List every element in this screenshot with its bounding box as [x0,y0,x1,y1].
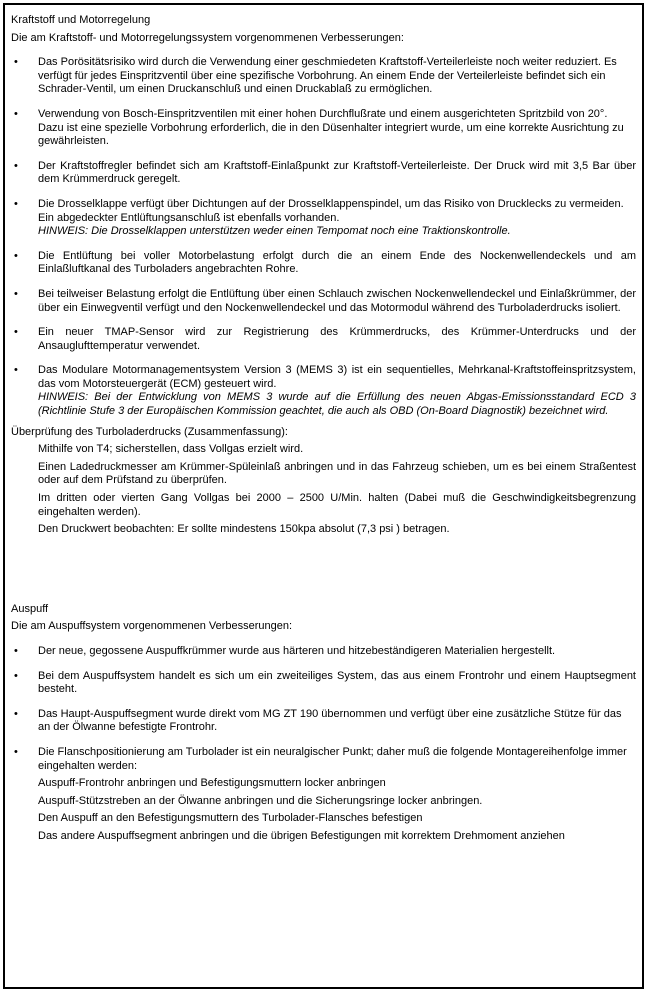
exhaust-section [11,603,636,844]
turbo-check-step: Den Druckwert beobachten: Er sollte mindestens 150kpa absolut (7,3 psi ) betragen. [38,523,450,536]
bullet-icon: • [14,287,18,300]
bullet-text: Ein neuer TMAP-Sensor wird zur Registrierung des Krümmerdrucks, des Krümmer-Unterdrucks und der Ansauglufttemperatur verwendet. [38,326,636,352]
bullet-icon: • [14,745,18,758]
list-item [11,326,636,353]
bullet-icon: • [14,364,18,377]
list-item [11,250,636,277]
bullet-text: Verwendung von Bosch-Einspritzventilen mit einer hohen Durchflußrate und einem ausgerichteten Spritzbild von 20°. Dazu ist eine spezielle Vorbohrung erforderlich, die in den Düsenhalter integriert wurde, um eine korrekte Ausrichtung zu gewährleisten. [38,107,624,148]
bullet-icon: • [14,669,18,682]
bullet-text: Das Haupt-Auspuffsegment wurde direkt vom MG ZT 190 übernommen und verfügt über eine zusätzliche Stütze für das an der Ölwanne befestigte Frontrohr. [38,707,622,734]
bullet-text: Bei dem Auspuffsystem handelt es sich um ein zweiteiliges System, das aus einem Frontrohr und einem Hauptsegment besteht. [38,669,636,696]
list-item [11,198,636,239]
list-item [11,645,636,659]
bullet-icon: • [14,249,18,262]
turbo-check-section [11,426,636,537]
turbo-check-step: Im dritten oder vierten Gang Vollgas bei 2000 – 2500 U/Min. halten (Dabei muß die Geschwindigkeitsbegrenzung eingehalten werden). [38,492,636,518]
fuel-section-title: Kraftstoff und Motorregelung [11,14,151,26]
list-item [11,108,636,149]
list-item [11,708,636,735]
document-page [3,3,644,989]
bullet-icon: • [14,159,18,172]
substep-text: Den Auspuff an den Befestigungsmuttern des Turbolader-Flansches befestigen [38,812,423,825]
bullet-text: Die Entlüftung bei voller Motorbelastung erfolgt durch die an einem Ende des Nockenwellendeckels und am Einlaßluftkanal des Turboladers angebrachten Rohre. [38,249,636,276]
list-item [11,160,636,187]
list-item [11,670,636,697]
bullet-icon: • [14,197,18,210]
list-item [11,288,636,315]
bullet-text: Die Flanschpositionierung am Turbolader ist ein neuralgischer Punkt; daher muß die folgende Montagereihenfolge immer eingehalten werden: [38,745,627,772]
list-item [11,746,636,844]
list-item [11,364,636,418]
bullet-icon: • [14,326,18,339]
turbo-check-step: Mithilfe von T4; sicherstellen, dass Vollgas erzielt wird. [38,443,304,456]
bullet-icon: • [14,645,18,657]
turbo-check-heading: Überprüfung des Turboladerdrucks (Zusammenfassung): [11,425,288,438]
fuel-section [11,14,636,419]
bullet-icon: • [14,707,18,720]
exhaust-section-intro: Die am Auspuffsystem vorgenommenen Verbesserungen: [11,620,293,633]
substep-text: Auspuff-Stützstreben an der Ölwanne anbringen und die Sicherungsringe locker anbringen. [38,794,483,807]
turbo-check-step: Einen Ladedruckmesser am Krümmer-Spüleinlaß anbringen und in das Fahrzeug schieben, um es bei einem Straßentest oder auf dem Prüfstand zu überprüfen. [38,460,636,487]
substep-text: Das andere Auspuffsegment anbringen und die übrigen Befestigungen mit korrektem Drehmoment anziehen [38,829,565,842]
hinweis-note: HINWEIS: Die Drosselklappen unterstützen weder einen Tempomat noch eine Traktionskontrolle. [38,225,511,238]
bullet-text: Bei teilweiser Belastung erfolgt die Entlüftung über einen Schlauch zwischen Nockenwellendeckel und Einlaßkrümmer, der über ein Einwegventil verfügt und den Nockenwellendeckel und das Motormodul während des Turboladerdrucks isoliert. [38,287,636,314]
bullet-icon: • [14,56,18,69]
bullet-text: Der neue, gegossene Auspuffkrümmer wurde aus härteren und hitzebeständigeren Materialien hergestellt. [38,645,556,657]
hinweis-note: HINWEIS: Bei der Entwicklung von MEMS 3 wurde auf die Erfüllung des neuen Abgas-Emissionsstandard ECD 3 (Richtlinie Stufe 3 der Europäischen Kommission geachtet, die auch als OBD (On-Board Diagnostik) bezeichnet wird. [38,391,636,418]
bullet-text: Der Kraftstoffregler befindet sich am Kraftstoff-Einlaßpunkt zur Kraftstoff-Verteilerleiste. Der Druck wird mit 3,5 Bar über dem Krümmerdruck geregelt. [38,159,636,186]
bullet-icon: • [14,107,18,120]
bullet-text: Das Porösitätsrisiko wird durch die Verwendung einer geschmiedeten Kraftstoff-Verteilerleiste noch weiter reduziert. Es verfügt für jedes Einspritzventil über eine spezifische Vorbohrung. An einem Ende der Verteilerleiste befindet sich ein Schrader-Ventil, um einen Druckanschluß und einen Druckablaß zu ermöglichen. [38,56,617,96]
exhaust-section-title: Auspuff [11,602,49,615]
bullet-text: Das Modulare Motormanagementsystem Version 3 (MEMS 3) ist ein sequentielles, Mehrkanal-Kraftstoffeinspritzsystem, das vom Motorsteuergerät (ECM) gesteuert wird. [38,364,636,390]
list-item [11,56,636,97]
fuel-section-intro: Die am Kraftstoff- und Motorregelungssystem vorgenommenen Verbesserungen: [11,31,404,44]
bullet-text: Die Drosselklappe verfügt über Dichtungen auf der Drosselklappenspindel, um das Risiko von Drucklecks zu vermeiden. Ein abgedeckter Entlüftungsanschluß ist ebenfalls vorhanden. [38,197,624,224]
substep-text: Auspuff-Frontrohr anbringen und Befestigungsmuttern locker anbringen [38,777,386,790]
